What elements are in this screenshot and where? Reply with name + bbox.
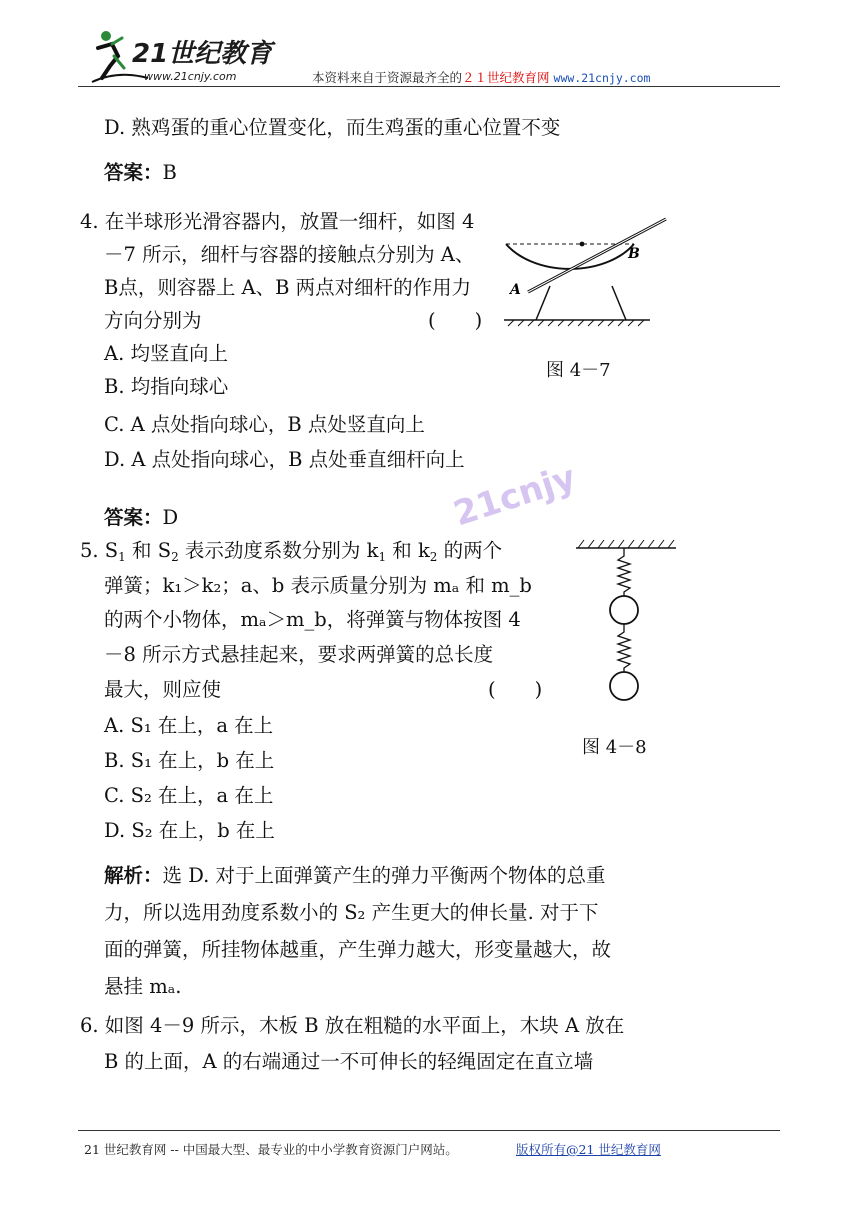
q4-stem-line-3: B点，则容器上 A、B 两点对细杆的作用力 bbox=[104, 276, 472, 299]
q3-answer-label: 答案： bbox=[104, 161, 163, 184]
q5-stem-line-1: 5. $S_1$ 和 $S_2$ 表示劲度系数分别为 $k_1$ 和 $k_2$ 的两个 bbox=[80, 539, 503, 564]
q3-answer bbox=[104, 163, 177, 183]
watermark: 21cnjy bbox=[448, 457, 581, 535]
q6-stem-line-1: 6. 如图 4－9 所示，木板 B 放在粗糙的水平面上，木块 A 放在 bbox=[80, 1014, 625, 1037]
q4-option-b: B. 均指向球心 bbox=[104, 375, 229, 398]
fig47-label-b: B bbox=[628, 246, 640, 262]
q5-stem-line-4: －8 所示方式悬挂起来，要求两弹簧的总长度 bbox=[104, 643, 494, 666]
q5-option-c: C. S₂ 在上，a 在上 bbox=[104, 784, 274, 807]
q5-stem-line-5: 最大，则应使 bbox=[104, 678, 222, 701]
site-logo bbox=[88, 26, 288, 86]
tagline-url: www.21cnjy.com bbox=[553, 71, 651, 85]
q4-stem-line-4: 方向分别为 bbox=[104, 309, 202, 332]
q4-answer-value: D bbox=[162, 506, 179, 529]
fig47-label-a: A bbox=[510, 282, 521, 298]
header-divider bbox=[78, 86, 780, 87]
q5-analysis-label: 解析： bbox=[104, 864, 163, 887]
q5-answer-paren: ( ) bbox=[488, 678, 543, 701]
q4-stem-line-1: 4. 在半球形光滑容器内，放置一细杆，如图 4 bbox=[80, 210, 475, 233]
q5-option-b: B. S₁ 在上，b 在上 bbox=[104, 749, 275, 772]
q6-stem-line-2: B 的上面，A 的右端通过一不可伸长的轻绳固定在直立墙 bbox=[104, 1050, 594, 1073]
tagline-prefix: 本资料来自于资源最齐全的 bbox=[312, 70, 463, 85]
q5-stem-line-3: 的两个小物体，mₐ＞m_b，将弹簧与物体按图 4 bbox=[104, 608, 521, 631]
q5-analysis-line-4: 悬挂 mₐ. bbox=[104, 975, 182, 998]
q3-answer-value: B bbox=[162, 161, 177, 184]
footer-divider bbox=[78, 1130, 780, 1131]
figure-4-7-caption: 图 4－7 bbox=[546, 360, 611, 381]
q5-analysis-line-1: 解析：选 D. 对于上面弹簧产生的弹力平衡两个物体的总重 bbox=[104, 864, 606, 887]
svg-text:www.21cnjy.com: www.21cnjy.com bbox=[144, 70, 237, 83]
q4-option-a: A. 均竖直向上 bbox=[104, 342, 228, 365]
q5-analysis-line-2: 力，所以选用劲度系数小的 S₂ 产生更大的伸长量. 对于下 bbox=[104, 901, 599, 924]
q3-option-d: D. 熟鸡蛋的重心位置变化，而生鸡蛋的重心位置不变 bbox=[104, 116, 561, 139]
q4-option-c: C. A 点处指向球心，B 点处竖直向上 bbox=[104, 413, 425, 436]
footer-text: 21 世纪教育网 -- 中国最大型、最专业的中小学教育资源门户网站。 bbox=[84, 1142, 458, 1157]
tagline-highlight: ２１世纪教育网 bbox=[462, 70, 550, 85]
q5-option-d: D. S₂ 在上，b 在上 bbox=[104, 819, 275, 842]
q5-stem-line-2: 弹簧；k₁＞k₂；a、b 表示质量分别为 mₐ 和 m_b bbox=[104, 574, 532, 597]
q4-answer-label: 答案： bbox=[104, 506, 163, 529]
q4-stem-line-2: －7 所示，细杆与容器的接触点分别为 A、 bbox=[104, 243, 475, 266]
q4-answer bbox=[104, 508, 178, 528]
q5-option-a: A. S₁ 在上，a 在上 bbox=[104, 714, 274, 737]
figure-hemisphere-rod bbox=[500, 212, 680, 332]
footer-copyright-link[interactable]: 版权所有@21 世纪教育网 bbox=[516, 1142, 661, 1157]
header-tagline bbox=[312, 68, 650, 86]
q5-analysis-line-3: 面的弹簧，所挂物体越重，产生弹力越大，形变量越大，故 bbox=[104, 938, 612, 961]
svg-text:21世纪教育: 21世纪教育 bbox=[132, 39, 273, 69]
q4-answer-paren: ( ) bbox=[428, 309, 483, 332]
q4-option-d: D. A 点处指向球心，B 点处垂直细杆向上 bbox=[104, 448, 465, 471]
figure-springs bbox=[572, 536, 682, 708]
figure-4-8-caption: 图 4－8 bbox=[582, 737, 647, 758]
